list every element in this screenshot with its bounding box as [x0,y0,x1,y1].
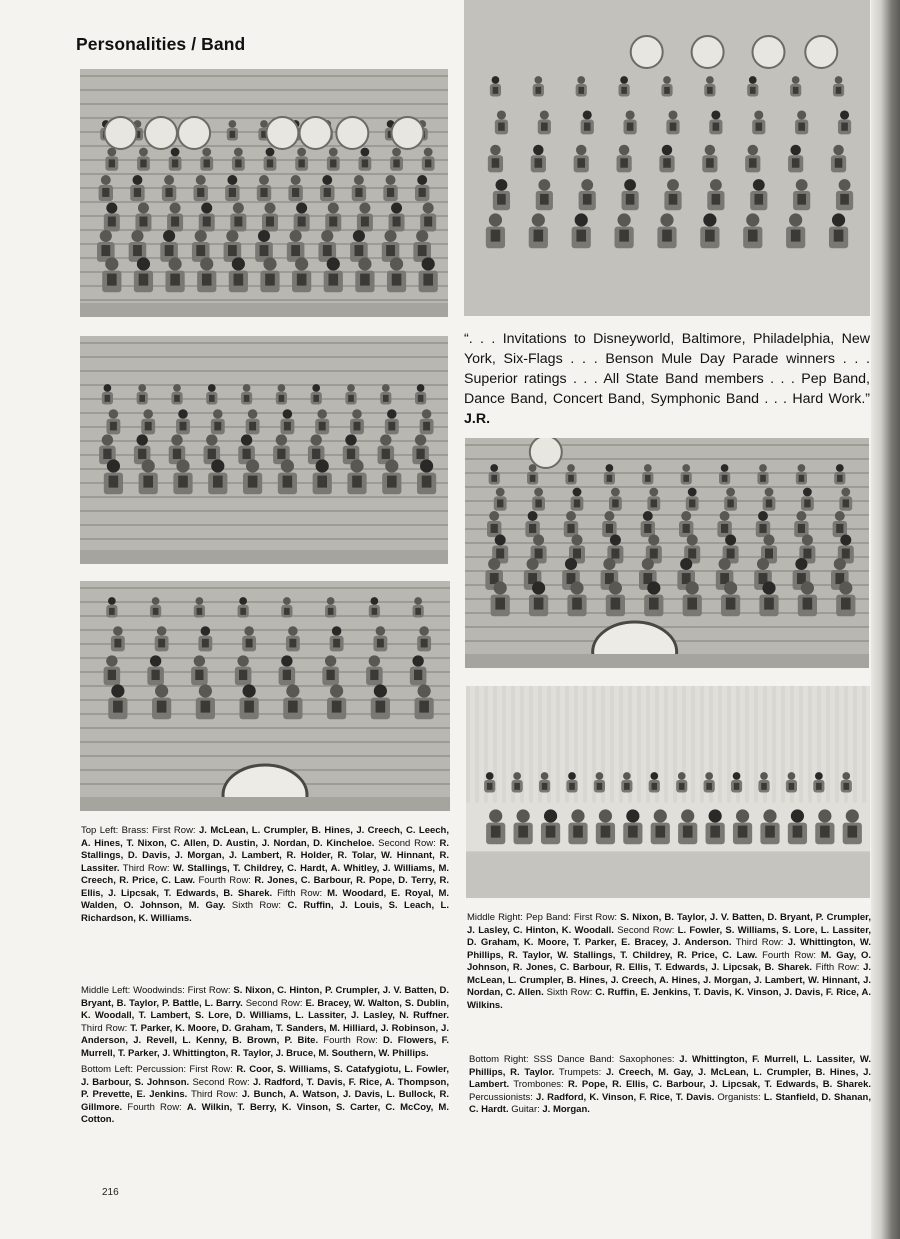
caption-heading: Fourth Row: [318,1035,384,1046]
caption-names: M. Gay, O. Johnson, R. Jones, C. Barbour, R. Ellis, T. Edwards, J. Lipcsak, B. Sharek. [467,949,871,973]
caption-heading: Percussionists: [469,1091,537,1103]
caption-heading: Third Row: [119,862,173,874]
caption-dance-band [469,1054,871,1117]
caption-heading: Middle Left: Woodwinds: First Row: [81,985,234,996]
photo-image [80,69,448,317]
caption-percussion [81,1064,449,1127]
caption-heading: Fourth Row: [122,1101,187,1113]
caption-heading: Third Row: [81,1022,131,1034]
quote-signature: J.R. [464,411,491,427]
caption-heading: Sixth Row: [543,987,596,998]
caption-names: R. Coor, S. Williams, S. Catafygiotu, L. Fowler, J. Barbour, S. Johnson. [81,1064,449,1088]
caption-names: J. Whittington, W. Phillips, R. Taylor, W. Stallings, T. Childrey, R. Price, C. Law. [467,937,871,961]
caption-heading: Fifth Row: [812,962,864,973]
caption-names: M. Woodard, E. Royal, M. Walden, O. Johnson, M. Gay. [81,887,450,911]
caption-names: J. Creech, M. Gay, J. McLean, L. Crumpler, B. Hines, J. Lambert. [469,1066,871,1090]
caption-names: L. Fowler, S. Williams, S. Lore, L. Lassiter, D. Graham, K. Moore, T. Parker, E. Bracey, J. Anderson. [467,924,872,948]
caption-names: R. Jones, C. Barbour, R. Pope, D. Terry, R. Ellis, J. Lipcsak, T. Edwards, B. Sharek. [81,875,449,899]
caption-heading: Bottom Left: Percussion: First Row: [81,1064,237,1075]
caption-heading: Fourth Row: [195,875,255,886]
caption-names: J. Radford, K. Vinson, F. Rice, T. Davis. [536,1091,715,1103]
caption-names: L. Stanfield, D. Shanan, C. Hardt. [469,1091,871,1115]
caption-heading: Middle Right: Pep Band: First Row: [467,912,621,923]
caption-heading: Second Row: [189,1076,253,1088]
page-number: 216 [102,1187,119,1198]
caption-heading: Second Row: [613,924,678,936]
caption-heading: Third Row: [731,937,788,948]
caption-names: J. Bunch, A. Watson, J. Davis, L. Bullock, R. Gillmore. [81,1089,449,1113]
caption-names: T. Parker, K. Moore, D. Graham, T. Sanders, M. Hilliard, J. Robinson, J. Anderson, J. Revell, L. Kenny, B. Brown, P. Bite. [81,1022,449,1046]
caption-names: J. Morgan. [542,1104,590,1115]
caption-names: S. Nixon, B. Taylor, J. V. Batten, D. Bryant, P. Crumpler, J. Lasley, C. Hinton, K. Woodall. [467,912,871,936]
caption-names: A. Wilkin, T. Berry, K. Vinson, S. Carter, C. McCoy, M. Cotton. [81,1101,449,1125]
photo-director-conducting [464,0,870,316]
caption-names: J. Radford, T. Davis, F. Rice, A. Thompson, P. Prevette, E. Jenkins. [81,1076,449,1100]
band-quote [464,329,870,429]
caption-brass [81,825,449,925]
caption-heading: Trumpets: [554,1066,606,1078]
caption-heading: Third Row: [187,1089,242,1100]
caption-woodwinds [81,985,449,1060]
caption-names: E. Bracey, W. Walton, S. Dublin, K. Woodall, T. Lambert, S. Lore, D. Williams, L. Lassiter, J. Lasley, N. Ruffner. [81,997,449,1021]
photo-image [466,686,870,898]
photo-woodwinds-section [80,336,448,564]
caption-heading: Trombones: [509,1079,569,1090]
binding-edge [871,0,900,1239]
photo-image [80,336,448,564]
caption-names: S. Nixon, C. Hinton, P. Crumpler, J. V. Batten, D. Bryant, B. Taylor, P. Battle, L. Barry. [81,985,449,1009]
photo-brass-section [80,69,448,317]
photo-image [465,438,869,668]
caption-heading: Fifth Row: [272,887,328,899]
photo-image [80,581,450,811]
quote-text: “. . . Invitations to Disneyworld, Baltimore, Philadelphia, New York, Six-Flags . . . Benson Mule Day Parade winners . . . Superior ratings . . . All State Band members . . . Pep Band, Dance Band, Concert Band, Symphonic Band . . . Hard Work.” [464,331,870,407]
caption-heading: Second Row: [374,837,440,849]
caption-heading: Organists: [714,1091,764,1103]
caption-heading: Fourth Row: [757,949,821,961]
caption-names: R. Stallings, D. Davis, J. Morgan, J. Lambert, R. Holder, R. Tolar, W. Hinnant, R. Lassiter. [81,837,449,874]
photo-dance-band [466,686,870,898]
photo-pep-band [465,438,869,668]
caption-names: W. Stallings, T. Childrey, C. Hardt, A. Whitley, J. Williams, M. Creech, R. Price, C. Law. [81,862,449,886]
caption-pep-band [467,912,871,1012]
caption-heading: Bottom Right: SSS Dance Band: Saxophones: [469,1054,680,1065]
caption-names: J. McLean, L. Crumpler, B. Hines, J. Creech, A. Hines, J. Morgan, J. Lambert, W. Hinnant, J. Nordan, C. Allen. [467,962,872,998]
caption-names: R. Pope, R. Ellis, C. Barbour, J. Lipcsak, T. Edwards, B. Sharek. [568,1079,871,1090]
caption-names: J. Whittington, F. Murrell, L. Lassiter, W. Phillips, R. Taylor. [469,1054,871,1078]
caption-heading: Sixth Row: [225,900,288,911]
section-title: Personalities / Band [76,34,246,54]
caption-heading: Top Left: Brass: First Row: [81,825,199,836]
caption-heading: Second Row: [242,997,306,1009]
caption-names: D. Flowers, F. Murrell, T. Parker, J. Whittington, R. Taylor, J. Bruce, M. Southern, W. Phillips. [81,1035,449,1059]
photo-image [464,0,870,316]
caption-names: J. McLean, L. Crumpler, B. Hines, J. Creech, C. Leech, A. Hines, T. Nixon, C. Allen, D. Austin, J. Nordan, D. Kincheloe. [81,825,449,849]
caption-names: C. Ruffin, E. Jenkins, T. Davis, K. Vinson, J. Davis, F. Rice, A. Wilkins. [467,987,871,1011]
photo-percussion-section [80,581,450,811]
caption-heading: Guitar: [508,1104,543,1115]
caption-names: C. Ruffin, J. Louis, S. Leach, L. Richardson, K. Williams. [81,900,449,924]
